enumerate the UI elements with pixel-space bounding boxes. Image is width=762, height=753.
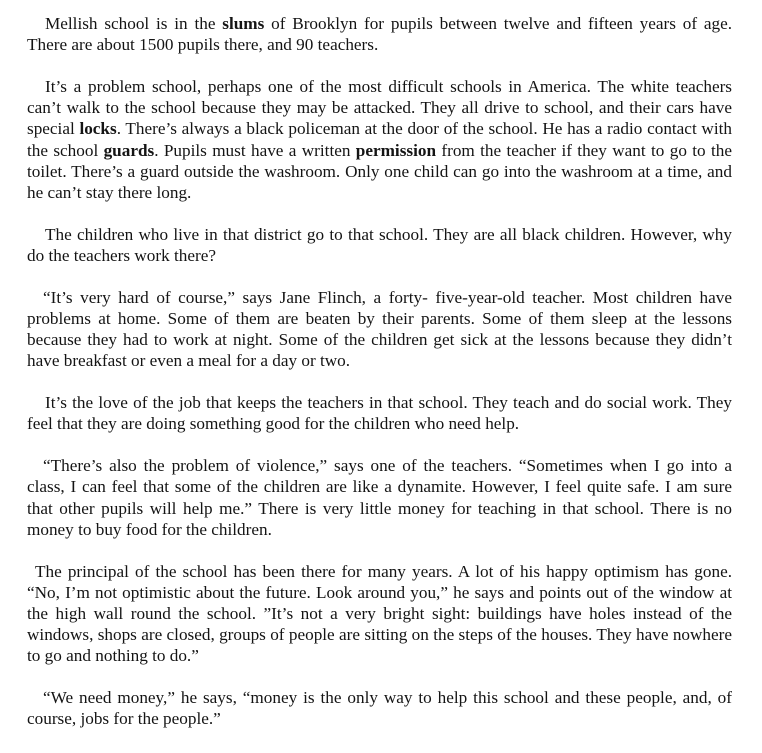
paragraph-6 bbox=[27, 455, 732, 540]
paragraph-4 bbox=[27, 287, 732, 372]
paragraph-3 bbox=[27, 224, 732, 266]
paragraph-2-text-1: It’s a problem school, perhaps one of the most difficult schools in America. The white teachers can’t walk to the school because they may be attacked. They all drive to school, and their cars have special bbox=[27, 77, 732, 139]
paragraph-5-text: It’s the love of the job that keeps the teachers in that school. They teach and do social work. They feel that they are doing something good for the children who need help. bbox=[27, 393, 732, 434]
paragraph-8 bbox=[27, 687, 732, 729]
paragraph-1 bbox=[27, 13, 732, 55]
paragraph-4-text: “It’s very hard of course,” says Jane Flinch, a forty- five-year-old teacher. Most children have problems at home. Some of them are beaten by their parents. Some of them sleep at the lessons because they had to work at night. Some of the children get sick at the lessons because they didn’t have breakfast or even a meal for a day or two. bbox=[27, 287, 732, 371]
bold-term-guards: guards bbox=[103, 140, 155, 160]
paragraph-2-text-2: . There’s always a black policeman at the door of the school. He has a radio contact with the school bbox=[27, 119, 732, 160]
bold-term-permission: permission bbox=[355, 140, 437, 160]
bold-term-slums: slums bbox=[222, 14, 265, 33]
paragraph-1-text-1: Mellish school is in the bbox=[45, 14, 223, 33]
paragraph-5 bbox=[27, 392, 732, 434]
paragraph-7-text: The principal of the school has been there for many years. A lot of his happy optimism has gone. “No, I’m not optimistic about the future. Look around you,” he says and points out of the window at the high wall round the school. ”It’s not a very bright sight: buildings have holes instead of the windows, shops are closed, groups of people are sitting on the steps of the houses. They have nowhere to go and nothing to do.” bbox=[27, 561, 732, 666]
paragraph-7 bbox=[27, 561, 732, 667]
paragraph-2 bbox=[27, 76, 732, 203]
paragraph-1-text-2: of Brooklyn for pupils between twelve and fifteen years of age. There are about 1500 pupils there, and 90 teachers. bbox=[27, 14, 732, 55]
paragraph-6-text: “There’s also the problem of violence,” says one of the teachers. “Sometimes when I go into a class, I can feel that some of the children are like a dynamite. However, I feel quite safe. I am sure that other pupils will help me.” There is very little money for teaching in that school. There is no money to buy food for the children. bbox=[27, 456, 732, 539]
paragraph-2-text-4: from the teacher if they want to go to the toilet. There’s a guard outside the washroom. Only one child can go into the washroom at a time, and he can’t stay there long. bbox=[27, 140, 732, 203]
paragraph-3-text: The children who live in that district go to that school. They are all black children. However, why do the teachers work there? bbox=[27, 224, 732, 266]
paragraph-8-text: “We need money,” he says, “money is the only way to help this school and these people, and, of course, jobs for the people.” bbox=[27, 688, 732, 729]
bold-term-locks: locks bbox=[79, 119, 117, 139]
paragraph-2-text-3: . Pupils must have a written bbox=[154, 140, 356, 160]
